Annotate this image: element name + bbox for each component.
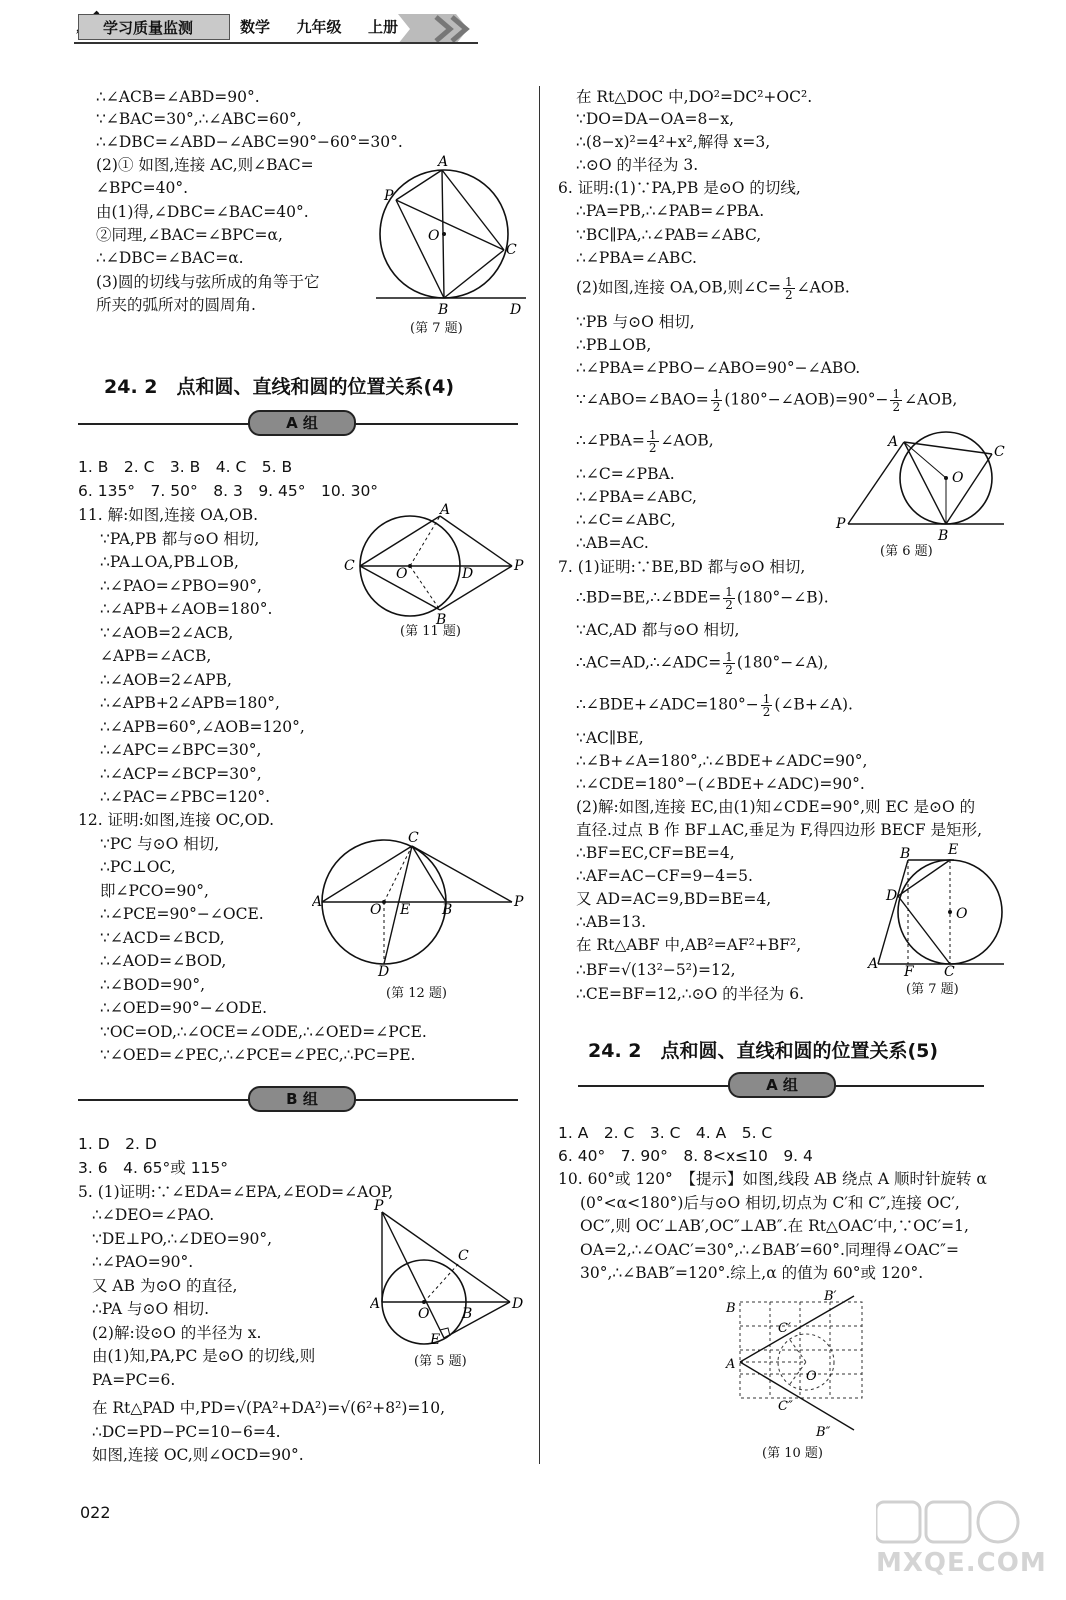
text-line: ∴∠PAO=90°.	[92, 1253, 194, 1271]
text-fragment: ∴∠BDE+∠ADC=180°−	[576, 695, 759, 714]
header-grade: 九年级	[296, 18, 342, 36]
text-fragment: ∠AOB.	[796, 278, 850, 297]
text-line: 12. 证明:如图,连接 OC,OD.	[78, 811, 275, 829]
text-line: ∵∠OED=∠PEC,∴∠PCE=∠PEC,∴PC=PE.	[100, 1046, 416, 1064]
text-line: 又 AB 为⊙O 的直径,	[92, 1277, 238, 1295]
text-line: (3)圆的切线与弦所成的角等于它	[96, 273, 320, 291]
text-line: (0°<α<180°)后与⊙O 相切,切点为 C′和 C″,连接 OC′,	[580, 1194, 960, 1212]
text-line: ∴∠PBA=∠ABC.	[576, 249, 697, 267]
fraction	[761, 693, 773, 718]
fig12-label-E: E	[400, 902, 411, 918]
fraction-numerator: 1	[712, 387, 721, 401]
text-line: OC″,则 OC′⊥AB′,OC″⊥AB″.在 Rt△OAC′中,∵OC′=1,	[580, 1217, 969, 1235]
text-line: ∵BC∥PA,∴∠PAB=∠ABC,	[576, 226, 762, 244]
figure-5-circle	[370, 1198, 530, 1348]
fig12-label-B: B	[442, 902, 453, 918]
text-line: (2)① 如图,连接 AC,则∠BAC=	[96, 156, 314, 174]
header-subject: 数学	[240, 18, 271, 36]
text-line: 又 AD=AC=9,BD=BE=4,	[576, 890, 772, 908]
text-line: ∴∠AOD=∠BOD,	[100, 952, 227, 970]
text-line: ∴AB=13.	[576, 913, 647, 931]
text-line: ∴∠DEO=∠PAO.	[92, 1206, 215, 1224]
answers-row: 6. 40° 7. 90° 8. 8<x≤10 9. 4	[558, 1147, 813, 1165]
figure-12-circle	[312, 826, 532, 976]
text-line: ∴PA⊥OA,PB⊥OB,	[100, 553, 239, 571]
fig12-label-P: P	[514, 894, 524, 910]
fraction-numerator: 1	[725, 585, 733, 599]
fraction-denominator: 2	[712, 400, 721, 414]
fraction-numerator: 1	[785, 275, 793, 289]
fraction-numerator: 1	[762, 692, 771, 706]
fraction	[783, 276, 795, 301]
fig5-label-P: P	[374, 1198, 384, 1214]
text-line: ∴∠APB+2∠APB=180°,	[100, 694, 280, 712]
fig5-label-E: E	[430, 1332, 441, 1348]
text-line: ∴∠PAO=∠PBO=90°,	[100, 577, 262, 595]
fig7b-label-C: C	[944, 964, 955, 978]
figure-caption: (第 6 题)	[880, 544, 933, 559]
fig11-label-A: A	[440, 502, 451, 518]
figure-7-circle	[376, 150, 536, 320]
fig5-label-D: D	[512, 1296, 524, 1312]
text-line: 直径.过点 B 作 BF⊥AC,垂足为 F,得四边形 BECF 是矩形,	[576, 821, 983, 839]
text-line: ∴PA 与⊙O 相切.	[92, 1300, 210, 1318]
figure-caption: (第 7 题)	[410, 321, 463, 336]
text-line: 7. (1)证明:∵BE,BD 都与⊙O 相切,	[558, 558, 806, 576]
text-line: ∴∠CDE=180°−(∠BDE+∠ADC)=90°.	[576, 775, 865, 793]
figure-7b-circle	[864, 838, 1024, 978]
text-line: 11. 解:如图,连接 OA,OB.	[78, 506, 259, 524]
fig12-label-O: O	[370, 902, 382, 918]
text-line: ∵∠BAC=30°,∴∠ABC=60°,	[96, 110, 302, 128]
text-line: ②同理,∠BAC=∠BPC=α,	[96, 226, 283, 244]
text-line: 由(1)得,∠DBC=∠BAC=40°.	[96, 203, 309, 221]
fig10-label-A: A	[726, 1357, 736, 1372]
text-fragment: ∴∠PBA=	[576, 431, 645, 450]
fig6-label-B: B	[938, 528, 949, 544]
fraction-numerator: 1	[648, 428, 657, 442]
text-line: ∴DC=PD−PC=10−6=4.	[92, 1423, 281, 1441]
fig7b-label-F: F	[904, 964, 914, 978]
text-line: ∴PB⊥OB,	[576, 336, 652, 354]
text-fragment: ∴AC=AD,∴∠ADC=	[576, 653, 722, 672]
text-line: ∴∠DBC=∠BAC=α.	[96, 249, 244, 267]
header-subject-line	[240, 14, 398, 40]
fig11-label-B: B	[436, 612, 447, 625]
text-line: 在 Rt△ABF 中,AB²=AF²+BF²,	[576, 936, 802, 954]
fig7a-label-D: D	[510, 302, 522, 318]
figure-caption: (第 10 题)	[762, 1446, 823, 1461]
text-line: ∵PC 与⊙O 相切,	[100, 835, 220, 853]
fig7b-label-B: B	[900, 846, 911, 862]
text-line: ∴AF=AC−CF=9−4=5.	[576, 867, 753, 885]
header-volume: 上册	[367, 18, 398, 36]
text-fragment: ∠AOB,	[660, 431, 714, 450]
fraction-denominator: 2	[762, 705, 771, 719]
text-line: 即∠PCO=90°,	[100, 882, 209, 900]
fraction	[647, 429, 659, 454]
fig5-label-B: B	[462, 1306, 473, 1322]
fraction-denominator: 2	[785, 288, 793, 302]
figure-caption: (第 11 题)	[400, 624, 461, 639]
text-line-fraction	[576, 388, 957, 413]
text-line: ∴∠DBC=∠ABD−∠ABC=90°−60°=30°.	[96, 133, 403, 151]
fig11-label-C: C	[344, 558, 355, 574]
fig5-label-O: O	[418, 1306, 430, 1322]
group-a-badge: A 组	[248, 410, 356, 436]
text-line: ∵AC∥BE,	[576, 729, 644, 747]
text-line: 5. (1)证明:∵∠EDA=∠EPA,∠EOD=∠AOP,	[78, 1183, 394, 1201]
fraction-denominator: 2	[725, 663, 733, 677]
fig10-label-C-prime: C′	[778, 1321, 791, 1336]
fig7b-label-A: A	[868, 956, 879, 972]
answers-row: 1. B 2. C 3. B 4. C 5. B	[78, 458, 293, 476]
text-fragment: (180°−∠A),	[736, 653, 829, 672]
fig7b-label-O: O	[956, 906, 968, 922]
text-line: ∵∠ACD=∠BCD,	[100, 929, 225, 947]
text-line: ∠BPC=40°.	[96, 179, 189, 197]
fig6-label-P: P	[836, 516, 846, 532]
text-line: (2)解:设⊙O 的半径为 x.	[92, 1324, 262, 1342]
text-fragment: ∠AOB,	[904, 390, 958, 409]
text-line: ∴∠PBA=∠PBO−∠ABO=90°−∠ABO.	[576, 359, 861, 377]
fig10-label-O: O	[806, 1369, 817, 1384]
text-line: ∴∠C=∠ABC,	[576, 511, 676, 529]
text-line-fraction	[576, 693, 853, 718]
section-title: 24. 2 点和圆、直线和圆的位置关系(4)	[104, 376, 455, 398]
text-line: (2)解:如图,连接 EC,由(1)知∠CDE=90°,则 EC 是⊙O 的	[576, 798, 976, 816]
answers-row: 3. 6 4. 65°或 115°	[78, 1159, 229, 1177]
fig7a-label-A: A	[438, 154, 449, 170]
group-b-badge: B 组	[248, 1086, 356, 1112]
answers-row: 1. A 2. C 3. C 4. A 5. C	[558, 1124, 773, 1142]
section-title: 24. 2 点和圆、直线和圆的位置关系(5)	[588, 1040, 939, 1062]
answers-row: 6. 135° 7. 50° 8. 3 9. 45° 10. 30°	[78, 482, 379, 500]
text-fragment: (∠B+∠A).	[774, 695, 853, 714]
text-fragment: ∵∠ABO=∠BAO=	[576, 390, 709, 409]
fig10-label-B-double: B″	[816, 1425, 831, 1440]
fraction-denominator: 2	[892, 400, 901, 414]
text-line: ∵PB 与⊙O 相切,	[576, 313, 695, 331]
text-line: ∴∠APB=60°,∠AOB=120°,	[100, 718, 305, 736]
text-line: ∴∠PBA=∠ABC,	[576, 488, 697, 506]
text-line: ∵DO=DA−OA=8−x,	[576, 110, 734, 128]
text-line: ∵∠AOB=2∠ACB,	[100, 624, 234, 642]
fig5-label-A: A	[370, 1296, 381, 1312]
fig7b-label-D: D	[886, 888, 898, 904]
figure-caption: (第 12 题)	[386, 986, 447, 1001]
text-line: 在 Rt△PAD 中,PD=√(PA²+DA²)=√(6²+8²)=10,	[92, 1399, 446, 1417]
text-fragment: (180°−∠B).	[736, 588, 829, 607]
text-line: ∵OC=OD,∴∠OCE=∠ODE,∴∠OED=∠PCE.	[100, 1023, 427, 1041]
text-fragment: ∴BD=BE,∴∠BDE=	[576, 588, 722, 607]
text-line: ∴⊙O 的半径为 3.	[576, 156, 699, 174]
text-line-fraction	[576, 276, 850, 301]
text-line: 所夹的弧所对的圆周角.	[96, 296, 256, 314]
fig5-label-C: C	[458, 1248, 469, 1264]
header-rule	[74, 42, 478, 44]
text-line: ∴∠ACP=∠BCP=30°,	[100, 765, 262, 783]
fig10-label-B: B	[726, 1301, 736, 1316]
text-line: ∴(8−x)²=4²+x²,解得 x=3,	[576, 133, 771, 151]
text-line: ∴∠ACB=∠ABD=90°.	[96, 88, 260, 106]
text-line: ∴∠PCE=90°−∠OCE.	[100, 905, 264, 923]
fig7a-label-C: C	[506, 242, 517, 258]
fig7a-label-O: O	[428, 228, 440, 244]
watermark-text: MXQE.COM	[876, 1548, 1047, 1578]
text-line: PA=PC=6.	[92, 1371, 176, 1389]
text-line: ∴PA=PB,∴∠PAB=∠PBA.	[576, 202, 765, 220]
fraction	[723, 651, 735, 676]
page-number: 022	[80, 1503, 111, 1522]
group-a-badge: A 组	[728, 1072, 836, 1098]
text-line: ∴∠BOD=90°,	[100, 976, 206, 994]
fig6-label-C: C	[994, 444, 1005, 460]
text-line: OA=2,∴∠OAC′=30°,∴∠BAB′=60°.同理得∠OAC″=	[580, 1241, 959, 1259]
figure-caption: (第 5 题)	[414, 1354, 467, 1369]
figure-10-grid	[720, 1286, 870, 1442]
text-line: ∴∠C=∠PBA.	[576, 465, 675, 483]
fig7a-label-B: B	[438, 302, 449, 318]
fraction-numerator: 1	[725, 650, 733, 664]
fig7b-label-E: E	[948, 842, 959, 858]
text-line: ∠APB=∠ACB,	[100, 647, 212, 665]
fraction-numerator: 1	[892, 387, 901, 401]
text-line: 如图,连接 OC,则∠OCD=90°.	[92, 1446, 304, 1464]
text-line: ∴∠AOB=2∠APB,	[100, 671, 232, 689]
text-line: 10. 60°或 120° 【提示】如图,线段 AB 绕点 A 顺时针旋转 α	[558, 1170, 987, 1188]
answers-row: 1. D 2. D	[78, 1135, 157, 1153]
watermark-logo	[876, 1498, 1026, 1546]
fig6-label-A: A	[888, 434, 899, 450]
header-arrows-icon	[398, 14, 478, 44]
text-line: ∴CE=BF=12,∴⊙O 的半径为 6.	[576, 985, 805, 1003]
text-fragment: (2)如图,连接 OA,OB,则∠C=	[576, 278, 781, 297]
text-line: ∴BF=√(13²−5²)=12,	[576, 961, 736, 979]
column-divider	[539, 86, 540, 1464]
text-line: ∴AB=AC.	[576, 534, 649, 552]
text-line: ∴∠APC=∠BPC=30°,	[100, 741, 262, 759]
fig10-label-B-prime: B′	[824, 1289, 837, 1304]
fraction-denominator: 2	[725, 598, 733, 612]
text-line: ∵AC,AD 都与⊙O 相切,	[576, 621, 740, 639]
fig12-label-A: A	[312, 894, 323, 910]
fig6-label-O: O	[952, 470, 964, 486]
header-series: 学习质量监测	[78, 14, 230, 40]
fig11-label-P: P	[514, 558, 524, 574]
text-line-fraction	[576, 586, 829, 611]
fraction	[711, 388, 723, 413]
text-line-fraction	[576, 429, 714, 454]
text-fragment: (180°−∠AOB)=90°−	[724, 390, 889, 409]
text-line: ∴∠OED=90°−∠ODE.	[100, 999, 268, 1017]
fraction-denominator: 2	[648, 441, 657, 455]
fraction	[723, 586, 735, 611]
fig11-label-D: D	[462, 566, 474, 582]
text-line: ∴∠APB+∠AOB=180°.	[100, 600, 273, 618]
text-line: ∵DE⊥PO,∴∠DEO=90°,	[92, 1230, 273, 1248]
figure-caption: (第 7 题)	[906, 982, 959, 997]
fig12-label-C: C	[408, 830, 419, 846]
figure-6-circle	[834, 428, 1024, 544]
fig11-label-O: O	[396, 566, 408, 582]
text-line: 30°,∴∠BAB″=120°.综上,α 的值为 60°或 120°.	[580, 1264, 924, 1282]
text-line: 6. 证明:(1)∵PA,PB 是⊙O 的切线,	[558, 179, 801, 197]
text-line: ∴BF=EC,CF=BE=4,	[576, 844, 735, 862]
text-line: ∵PA,PB 都与⊙O 相切,	[100, 530, 260, 548]
figure-11-circle	[340, 500, 530, 625]
fig10-label-C-double: C″	[778, 1399, 793, 1414]
text-line: 在 Rt△DOC 中,DO²=DC²+OC².	[576, 88, 813, 106]
text-line: ∴∠PAC=∠PBC=120°.	[100, 788, 271, 806]
text-line-fraction	[576, 651, 828, 676]
fig7a-label-P: P	[384, 188, 394, 204]
text-line: ∴∠B+∠A=180°,∴∠BDE+∠ADC=90°,	[576, 752, 868, 770]
fraction	[890, 388, 902, 413]
text-line: 由(1)知,PA,PC 是⊙O 的切线,则	[92, 1347, 316, 1365]
fig12-label-D: D	[378, 964, 390, 976]
text-line: ∴PC⊥OC,	[100, 858, 176, 876]
